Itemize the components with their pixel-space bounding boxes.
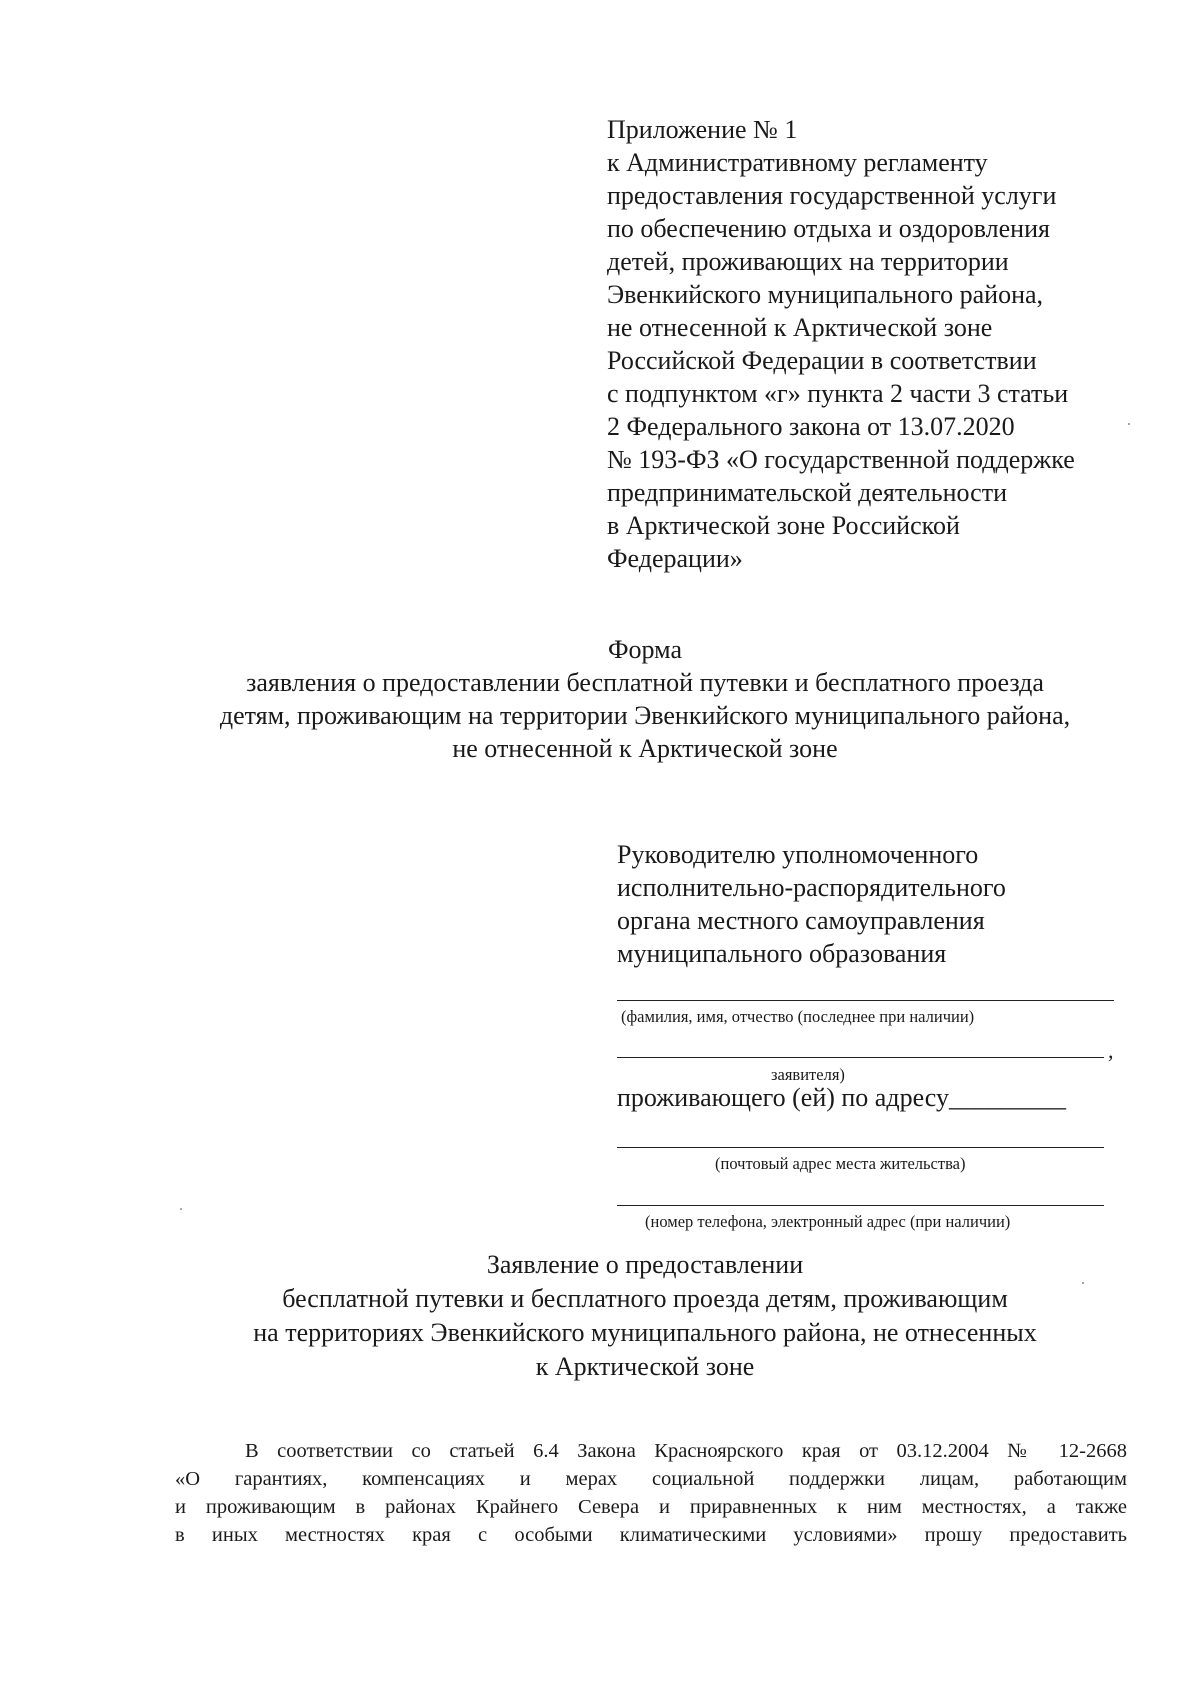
appendix-line: по обеспечению отдыха и оздоровления: [607, 214, 1050, 243]
contact-line[interactable]: [617, 1205, 1104, 1206]
applicant-name-caption: (фамилия, имя, отчество (последнее при наличии): [621, 1007, 975, 1026]
appendix-line: в Арктической зоне Российской: [607, 511, 960, 540]
addressee-line: органа местного самоуправления: [617, 906, 985, 935]
appendix-line: детей, проживающих на территории: [607, 247, 1009, 276]
body-line: в иных местностях края с особыми климатическими условиями» прошу предоставить: [175, 1524, 1127, 1546]
statement-title: [120, 1248, 1170, 1384]
appendix-header: [607, 113, 1127, 575]
statement-body: [175, 1437, 1127, 1549]
appendix-line: к Административному регламенту: [607, 148, 988, 177]
addressee-line: исполнительно-распорядительного: [617, 873, 1006, 902]
statement-title-line: Заявление о предоставлении: [486, 1250, 804, 1279]
form-title-line: заявления о предоставлении бесплатной путевки и бесплатного проезда: [246, 668, 1044, 697]
contact-caption: (номер телефона, электронный адрес (при наличии): [645, 1212, 1011, 1231]
scan-speck: [180, 1208, 182, 1210]
statement-title-line: бесплатной путевки и бесплатного проезда детям, проживающим: [282, 1284, 1008, 1313]
appendix-line: с подпунктом «г» пункта 2 части 3 статьи: [607, 379, 1069, 408]
form-title-line: не отнесенной к Арктической зоне: [452, 734, 838, 763]
appendix-line: № 193-ФЗ «О государственной поддержке: [607, 445, 1075, 474]
applicant-name-line-1[interactable]: [617, 1000, 1114, 1001]
body-line: В соответствии со статьей 6.4 Закона Красноярского края от 03.12.2004 № 12-2668: [245, 1440, 1127, 1462]
appendix-line: предоставления государственной услуги: [607, 181, 1057, 210]
address-label[interactable]: проживающего (ей) по адресу_________: [617, 1083, 1066, 1112]
appendix-line: Приложение № 1: [607, 115, 798, 144]
form-title-line: Форма: [608, 635, 682, 664]
appendix-line: Федерации»: [607, 544, 743, 573]
appendix-line: Эвенкийского муниципального района,: [607, 280, 1044, 309]
postal-address-line[interactable]: [617, 1147, 1104, 1148]
appendix-line: 2 Федерального закона от 13.07.2020: [607, 412, 1015, 441]
applicant-caption: заявителя): [771, 1065, 845, 1084]
scan-speck: [1128, 423, 1130, 425]
applicant-name-comma: ,: [1108, 1038, 1114, 1063]
addressee-block: [617, 838, 1117, 970]
form-title-line: детям, проживающим на территории Эвенкийского муниципального района,: [219, 701, 1071, 730]
form-title: [120, 633, 1170, 765]
addressee-line: муниципального образования: [617, 939, 947, 968]
statement-title-line: на территориях Эвенкийского муниципального района, не отнесенных: [253, 1318, 1037, 1347]
scan-speck: [1082, 1282, 1084, 1284]
applicant-name-line-2[interactable]: [617, 1057, 1104, 1058]
appendix-line: не отнесенной к Арктической зоне: [607, 313, 993, 342]
body-line: «О гарантиях, компенсациях и мерах социальной поддержки лицам, работающим: [175, 1468, 1127, 1490]
statement-title-line: к Арктической зоне: [535, 1352, 755, 1381]
appendix-line: Российской Федерации в соответствии: [607, 346, 1037, 375]
body-line: и проживающим в районах Крайнего Севера и приравненных к ним местностях, а также: [175, 1496, 1127, 1518]
addressee-line: Руководителю уполномоченного: [617, 840, 979, 869]
appendix-line: предпринимательской деятельности: [607, 478, 1007, 507]
postal-address-caption: (почтовый адрес места жительства): [715, 1154, 966, 1173]
